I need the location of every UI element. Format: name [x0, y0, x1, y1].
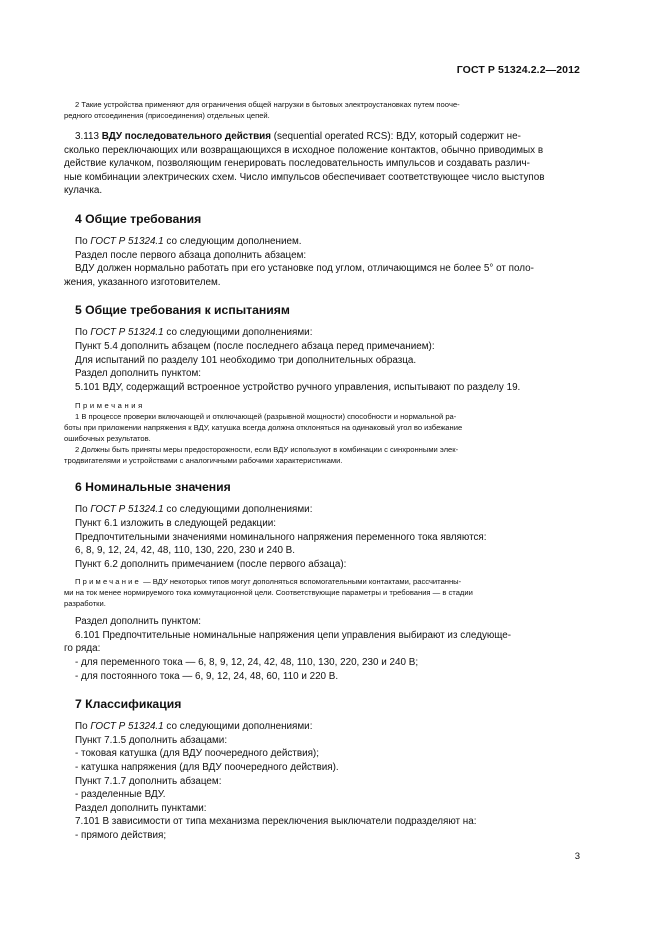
- note-line: боты при приложении напряжения к ВДУ, катушка всегда должна отклоняться на одинаковый угол во избежание: [64, 423, 463, 433]
- standard-reference: ГОСТ Р 51324.1: [90, 235, 164, 247]
- section-line: - прямого действия;: [75, 830, 167, 841]
- section-line: Раздел после первого абзаца дополнить абзацем:: [75, 249, 307, 261]
- section-line: - для переменного тока — 6, 8, 9, 12, 24, 42, 48, 110, 130, 220, 230 и 240 В;: [75, 657, 419, 669]
- note-line: 2 Должны быть приняты меры предосторожности, если ВДУ используют в комбинации с синхронными элек-: [75, 445, 459, 455]
- section-line: [75, 235, 585, 249]
- note-line: разработки.: [64, 599, 106, 609]
- top-note-line: редного отсоединения (присоединения) отдельных цепей.: [64, 111, 270, 120]
- note-line: [75, 576, 585, 587]
- section-5-heading: 5 Общие требования к испытаниям: [75, 303, 290, 318]
- section-line: [75, 720, 585, 734]
- section-6-note: [64, 576, 585, 609]
- definition-line: кулачка.: [64, 185, 103, 197]
- section-line: 7.101 В зависимости от типа механизма переключения выключатели подразделяют на:: [75, 816, 477, 828]
- section-line: Пункт 5.4 дополнить абзацем (после последнего абзаца перед примечанием):: [75, 340, 435, 352]
- section-6-body-cont: [64, 615, 585, 683]
- definition-term: ВДУ последовательного действия: [101, 131, 271, 142]
- note-label: Примечание: [75, 577, 141, 587]
- section-line: - токовая катушка (для ВДУ поочередного действия);: [75, 748, 319, 760]
- text-span: со следующим дополнением.: [163, 235, 302, 247]
- section-7-heading: 7 Классификация: [75, 697, 182, 712]
- top-note: [64, 99, 585, 121]
- note-line: тродвигателями и устройствами с аналогичными рабочими характеристиками.: [64, 456, 343, 466]
- section-line: Предпочтительными значениями номинального напряжения переменного тока являются:: [75, 531, 487, 543]
- page-content: [64, 99, 585, 843]
- section-4-heading: 4 Общие требования: [75, 211, 202, 226]
- text-span: По: [75, 504, 91, 516]
- definition-line: сколько переключающих или возвращающихся в исходное положение контактов, обычно приводимых в: [64, 144, 544, 156]
- text-span: со следующими дополнениями:: [163, 327, 313, 339]
- notes-heading: Примечания: [75, 401, 145, 411]
- section-line: [75, 503, 585, 517]
- section-5-notes: [64, 400, 585, 466]
- section-line: Раздел дополнить пунктом:: [75, 368, 202, 380]
- section-line: 5.101 ВДУ, содержащий встроенное устройство ручного управления, испытывают по разделу 19.: [75, 381, 521, 393]
- page-number: 3: [574, 851, 580, 862]
- section-line: 6, 8, 9, 12, 24, 42, 48, 110, 130, 220, 230 и 240 В.: [75, 545, 296, 557]
- section-line: - для постоянного тока — 6, 9, 12, 24, 48, 60, 110 и 220 В.: [75, 670, 339, 682]
- section-line: жения, указанного изготовителем.: [64, 276, 221, 288]
- definition-text: (sequential operated RCS): ВДУ, который содержит не-: [273, 131, 521, 142]
- standard-reference: ГОСТ Р 51324.1: [90, 721, 164, 733]
- section-line: 6.101 Предпочтительные номинальные напряжения цепи управления выбирают из следующе-: [75, 629, 512, 641]
- section-line: - катушка напряжения (для ВДУ поочередного действия).: [75, 762, 339, 774]
- section-line: Раздел дополнить пунктом:: [75, 616, 202, 628]
- section-line: [75, 326, 585, 340]
- section-line: Пункт 6.2 дополнить примечанием (после первого абзаца):: [75, 558, 347, 570]
- standard-reference: ГОСТ Р 51324.1: [90, 327, 164, 339]
- section-line: - разделенные ВДУ.: [75, 789, 166, 801]
- section-line: Для испытаний по разделу 101 необходимо три дополнительных образца.: [75, 354, 417, 366]
- text-span: По: [75, 721, 91, 733]
- section-line: Пункт 6.1 изложить в следующей редакции:: [75, 517, 276, 529]
- note-text: — ВДУ некоторых типов могут дополняться вспомогательными контактами, рассчитанны-: [140, 577, 462, 587]
- section-7-body: [75, 720, 585, 842]
- note-line: ошибочных результатов.: [64, 434, 151, 444]
- section-4-body: [64, 235, 585, 289]
- section-line: Пункт 7.1.7 дополнить абзацем:: [75, 775, 222, 787]
- text-span: По: [75, 327, 91, 339]
- text-span: со следующими дополнениями:: [163, 504, 313, 516]
- section-line: ВДУ должен нормально работать при его установке под углом, отличающимся не более 5° от поло-: [75, 263, 534, 275]
- definition-number: 3.113: [75, 131, 99, 142]
- document-header: ГОСТ Р 51324.2.2—2012: [456, 64, 580, 76]
- definition-3-113: [64, 130, 585, 198]
- definition-line: действие кулачком, позволяющим генерировать последовательность импульсов и создавать различ-: [64, 158, 530, 170]
- definition-line: ные комбинации электрических схем. Число импульсов обеспечивает соответствующее число выступов: [64, 171, 545, 183]
- section-line: го ряда:: [64, 643, 101, 655]
- section-6-heading: 6 Номинальные значения: [75, 480, 231, 495]
- standard-reference: ГОСТ Р 51324.1: [90, 504, 164, 516]
- definition-line: [75, 130, 585, 144]
- section-6-body: [75, 503, 585, 571]
- section-line: Пункт 7.1.5 дополнить абзацами:: [75, 734, 228, 746]
- note-line: 1 В процессе проверки включающей и отключающей (разрывной мощности) способности и нормальной ра-: [75, 412, 457, 422]
- text-span: По: [75, 235, 91, 247]
- top-note-line: 2 Такие устройства применяют для ограничения общей нагрузки в бытовых электроустановках путем поoче-: [75, 100, 460, 109]
- text-span: со следующими дополнениями:: [163, 721, 313, 733]
- section-line: Раздел дополнить пунктами:: [75, 802, 207, 814]
- note-line: ми на ток менее нормируемого тока коммутационной цели. Соответствующие параметры и требования — в стадии: [64, 588, 473, 598]
- section-5-body: [75, 326, 585, 394]
